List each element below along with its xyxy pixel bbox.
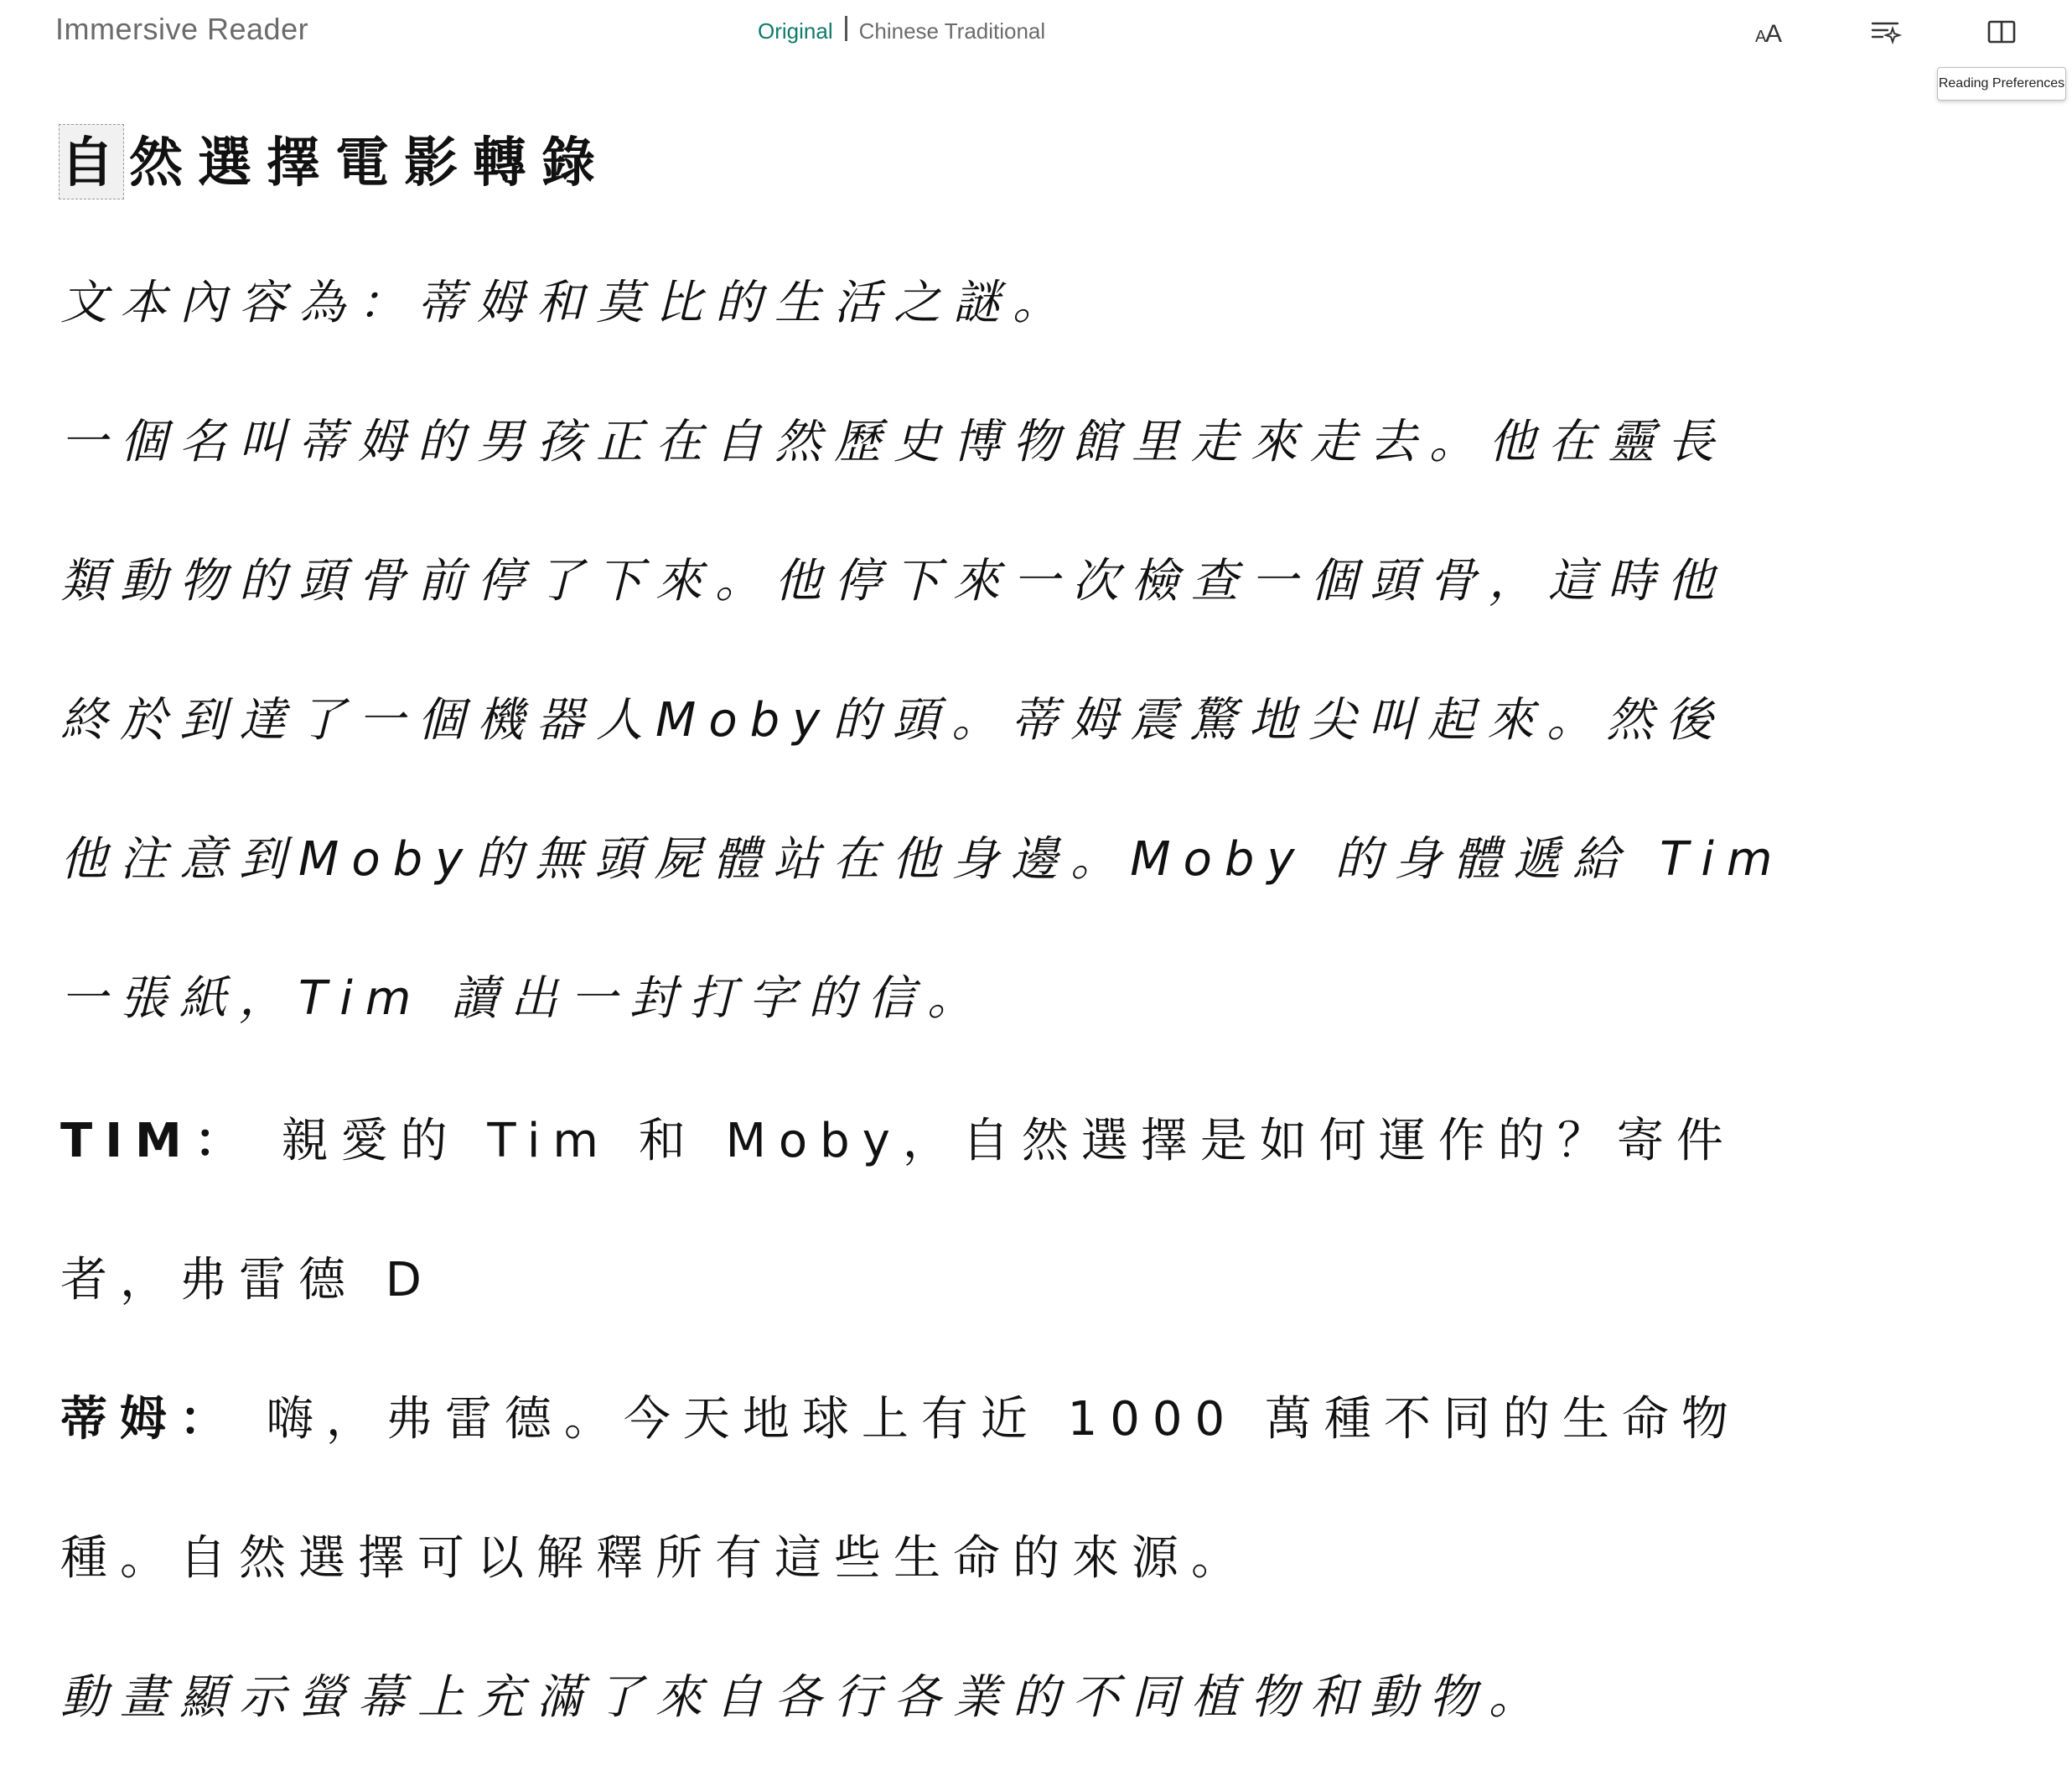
app-title: Immersive Reader: [55, 12, 309, 46]
speaker-name: TIM：: [60, 1114, 254, 1168]
paragraph-line: 文本內容為：蒂姆和莫比的生活之謎。: [60, 276, 1072, 330]
text-size-icon: [1753, 15, 1787, 52]
paragraph-line: 他注意到Moby的無頭屍體站在他身邊。Moby 的身體遞給 Tim: [60, 832, 1785, 887]
dialogue-line: 種。自然選擇可以解釋所有這些生命的來源。: [60, 1531, 1251, 1586]
paragraph-line: 一張紙，Tim 讀出一封打字的信。: [60, 971, 987, 1026]
paragraph-line: 動畫顯示螢幕上充滿了來自各行各業的不同植物和動物。: [60, 1670, 1548, 1725]
selected-word[interactable]: 自: [60, 126, 129, 201]
grammar-options-button[interactable]: [1862, 13, 1909, 54]
grammar-options-icon: [1869, 15, 1903, 52]
svg-text:A: A: [1765, 20, 1783, 48]
svg-text:A: A: [1755, 28, 1767, 46]
document-title: [60, 126, 610, 201]
dialogue-text: 親愛的 Tim 和 Moby，自然選擇是如何運作的？寄件: [281, 1114, 1736, 1168]
reading-preferences-tooltip: Reading Preferences: [1937, 67, 2066, 101]
language-switcher: [758, 18, 1045, 44]
paragraph-line: 終於到達了一個機器人Moby的頭。蒂姆震驚地尖叫起來。然後: [60, 693, 1726, 748]
paragraph-line: 一個名叫蒂姆的男孩正在自然歷史博物館里走來走去。他在靈長: [60, 415, 1727, 469]
dialogue-text: 嗨，弗雷德。今天地球上有近 1000 萬種不同的生命物: [266, 1392, 1741, 1447]
book-icon: [1985, 15, 2018, 52]
reading-preferences-button[interactable]: [1978, 13, 2025, 54]
language-divider: [845, 16, 847, 41]
translated-language-toggle[interactable]: Chinese Traditional: [858, 18, 1046, 44]
dialogue-line: [60, 1108, 1736, 1175]
dialogue-line: [60, 1386, 1741, 1453]
speaker-name: 蒂姆：: [60, 1392, 239, 1447]
original-language-toggle[interactable]: Original: [758, 18, 833, 44]
paragraph-line: 類動物的頭骨前停了下來。他停下來一次檢查一個頭骨，這時他: [60, 554, 1727, 608]
title-text: 然選擇電影轉錄: [129, 132, 610, 194]
text-preferences-button[interactable]: [1747, 13, 1794, 54]
dialogue-line: 者，弗雷德 D: [60, 1253, 434, 1307]
